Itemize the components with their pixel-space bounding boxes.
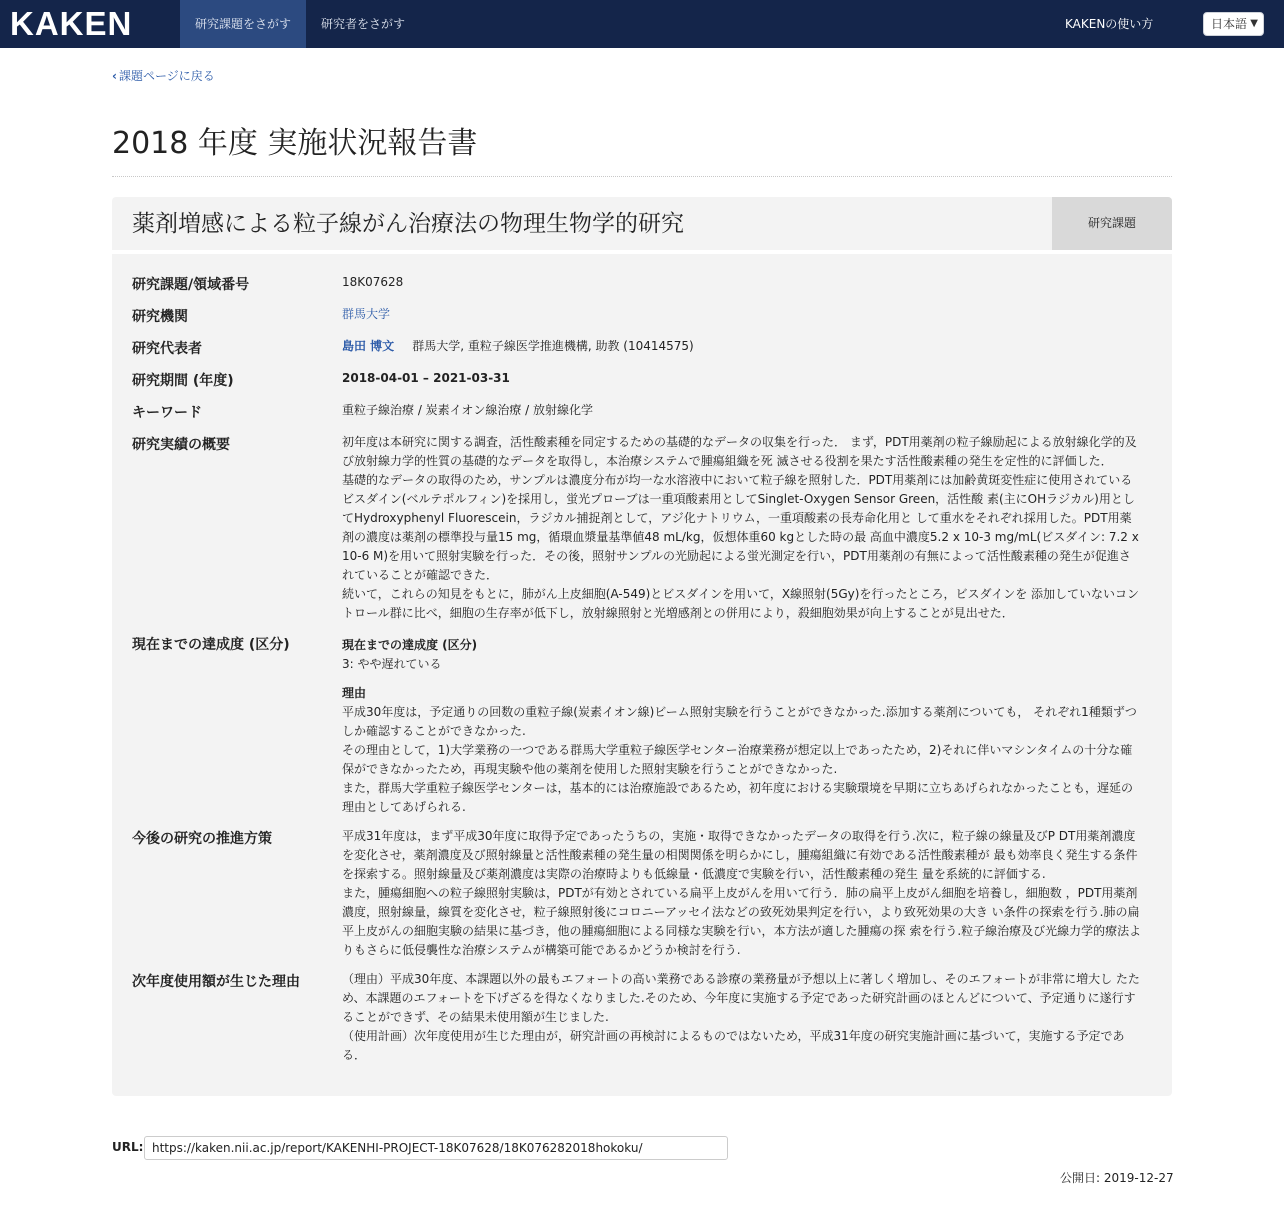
carryover-text [342,970,1142,1065]
progress-sub-label: 現在までの達成度 (区分) [342,638,478,652]
url-label: URL: [112,1140,144,1154]
details-panel [112,254,1172,1096]
future-text [342,827,1142,960]
back-link-label: 課題ページに戻る [118,69,215,83]
title-divider [112,176,1172,177]
tab-search-projects[interactable]: 研究課題をさがす [180,0,306,48]
kaken-logo[interactable]: KAKEN [10,5,133,42]
future-paragraph: 平成31年度は，まず平成30年度に取得予定であったうちの，実施・取得できなかったデータの取得を行う.次に，粒子線の線量及びP DT用薬剤濃度を変化させ，薬剤濃度及び照射線量と活性酸素種の発生量の相関関係を明らかにし，腫瘍組織に有効である活性酸素種が 最も効率良く発生する条件を探索する。照射線量及び薬剤濃度は実際の治療時よりも低線量・低濃度で実験を行い，活性酸素種の発生 量を系統的に評価する. [342,829,1138,881]
language-select[interactable] [1203,12,1264,36]
carryover-paragraph: （使用計画）次年度使用が生じた理由が，研究計画の再検討によるものではないため，平成31年度の研究実施計画に基づいて，実施する予定である． [342,1029,1125,1062]
language-select-value: 日本語 [1211,17,1248,31]
project-header [112,197,1172,250]
progress-label: 現在までの達成度 (区分) [132,637,290,653]
reason-label: 理由 [342,686,367,700]
research-period: 2018-04-01 – 2021-03-31 [342,371,510,385]
top-navbar [0,0,1284,48]
keywords-label: キーワード [132,405,202,421]
progress-block [342,636,1142,817]
progress-value: 3: やや遅れている [342,657,442,671]
summary-text [342,433,1142,623]
help-link[interactable]: KAKENの使い方 [1065,17,1154,31]
carryover-label: 次年度使用額が生じた理由 [132,974,300,990]
summary-paragraph: 続いて，これらの知見をもとに，肺がん上皮細胞(A-549)とビスダインを用いて，X線照射(5Gy)を行ったところ，ビスダインを 添加していないコントロール群に比べ，細胞の生存率が低下し，放射線照射と光増感剤との併用により，殺細胞効果が向上することが見出せた． [342,587,1140,620]
project-number: 18K07628 [342,275,404,289]
url-field[interactable]: https://kaken.nii.ac.jp/report/KAKENHI-PROJECT-18K07628/18K076282018hokoku/ [144,1136,728,1160]
reason-paragraph: 平成30年度は，予定通りの回数の重粒子線(炭素イオン線)ビーム照射実験を行うことができなかった.添加する薬剤についても， それぞれ1種類ずつしか確認することができなかった. [342,705,1137,738]
pi-label: 研究代表者 [132,341,202,357]
pi-row [342,337,1142,356]
future-paragraph: また，腫瘍細胞への粒子線照射実験は，PDTが有効とされている扁平上皮がんを用いて行う．肺の扁平上皮がん細胞を培養し，細胞数 ，PDT用薬剤濃度，照射線量，線質を変化させ，粒子線照射後にコロニーアッセイ法などの致死効果判定を行い，より致死効果の大き い条件の探索を行う.肺の扁平上皮がんの細胞実験の結果に基づき，他の腫瘍細胞による同様な実験を行い，本方法が適した腫瘍の探 索を行う.粒子線治療及び光線力学的療法よりもさらに低侵襲性な治療システムが構築可能であるかどうか検討を行う. [342,886,1142,957]
summary-paragraph: 初年度は本研究に関する調査，活性酸素種を同定するための基礎的なデータの収集を行った． まず，PDT用薬剤の粒子線励起による放射線化学的及び放射線力学的性質の基礎的なデータを取得し，本治療システムで腫瘍組織を死 滅させる役割を果たす活性酸素種の発生を定性的に評価した． [342,435,1137,468]
summary-paragraph: 基礎的なデータの取得のため，サンプルは濃度分布が均一な水溶液中において粒子線を照射した．PDT用薬剤には加齢黄斑変性症に使用されているビスダイン(ベルテポルフィン)を採用し，蛍光プローブは一重項酸素用としてSinglet-Oxygen Sensor Green，活性酸 素(主にOHラジカル)用としてHydroxyphenyl Fluorescein，ラジカル捕捉剤として，アジ化ナトリウム，一重項酸素の長寿命化用と して重水をそれぞれ採用した。PDT用薬剤の濃度は薬剤の標準投与量15 mg，循環血漿量基準値48 mL/kg，仮想体重60 kgとした時の最 高血中濃度5.2 x 10-3 mg/mL(ビスダイン: 7.2 x 10-6 M)を用いて照射実験を行った．その後，照射サンプルの光励起による蛍光測定を行い，PDT用薬剤の有無によって活性酸素種の発生が促進されていることが確認できた． [342,473,1139,582]
chevron-down-icon: ▼ [1250,18,1258,29]
period-label: 研究期間 (年度) [132,373,234,389]
page-title: 2018 年度 実施状況報告書 [112,126,478,161]
reason-paragraph: その理由として，1)大学業務の一つである群馬大学重粒子線医学センター治療業務が想定以上であったため，2)それに伴いマシンタイムの十分な確保ができなかったため，再現実験や他の薬剤を使用した照射実験を行うことができなかった. [342,743,1133,776]
published-date: 公開日: 2019-12-27 [1060,1171,1174,1185]
pi-affiliation: 群馬大学, 重粒子線医学推進機構, 助教 (10414575) [412,339,694,353]
project-type-badge: 研究課題 [1052,197,1172,250]
back-to-project-link[interactable] [112,67,215,85]
number-label: 研究課題/領域番号 [132,277,250,293]
summary-label: 研究実績の概要 [132,437,230,453]
keywords: 重粒子線治療 / 炭素イオン線治療 / 放射線化学 [342,403,593,417]
future-label: 今後の研究の推進方策 [132,831,272,847]
project-title: 薬剤増感による粒子線がん治療法の物理生物学的研究 [132,211,684,237]
pi-name-link[interactable]: 島田 博文 [342,339,395,353]
carryover-paragraph: （理由）平成30年度、本課題以外の最もエフォートの高い業務である診療の業務量が予想以上に著しく増加し、そのエフォートが非常に増大し たため、本課題のエフォートを下げざるを得なくなりました.そのため、今年度に実施する予定であった研究計画のほとんどについて、予定通りに遂行することができず、その結果未使用額が生じました. [342,972,1140,1024]
tab-search-researchers[interactable]: 研究者をさがす [321,17,406,31]
institution-label: 研究機関 [132,309,188,325]
institution-link[interactable]: 群馬大学 [342,307,391,321]
chevron-left-icon: ‹ [112,69,117,83]
reason-paragraph: また，群馬大学重粒子線医学センターは，基本的には治療施設であるため，初年度における実験環境を早期に立ちあげられなかったことも，遅延の理由としてあげられる. [342,781,1134,814]
